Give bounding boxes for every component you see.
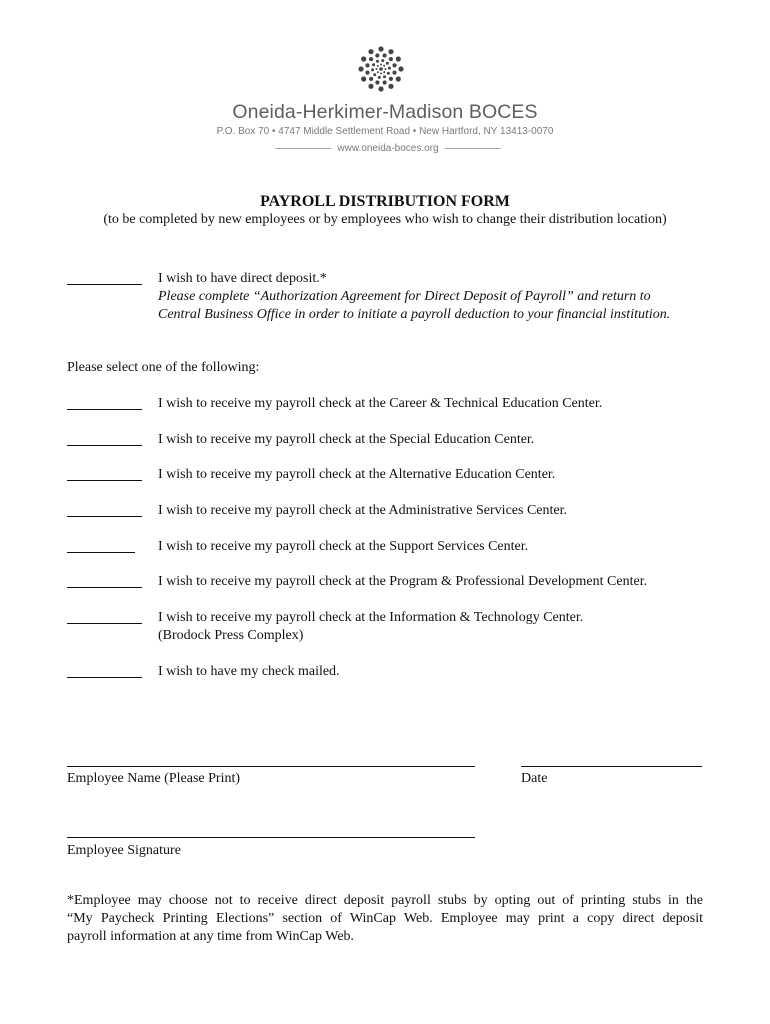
logo-dot — [392, 63, 396, 67]
direct-deposit-footnote — [67, 892, 703, 946]
option-blank[interactable] — [67, 480, 142, 481]
logo-dot — [358, 66, 363, 71]
logo-dot — [380, 73, 382, 75]
logo-dot — [392, 71, 396, 75]
logo-dot — [375, 80, 379, 84]
form-title: PAYROLL DISTRIBUTION FORM — [260, 193, 510, 210]
logo-dot — [377, 65, 379, 67]
option-blank[interactable] — [67, 677, 142, 678]
logo-dot — [388, 49, 393, 54]
logo-dot — [380, 64, 382, 66]
logo-dot — [373, 73, 376, 76]
logo-dot — [361, 76, 366, 81]
boces-logo-icon — [358, 42, 404, 98]
employee-signature-line[interactable] — [67, 837, 475, 838]
footnote-line: “My Paycheck Printing Elections” section of WinCap Web. Employee may print a copy direct deposit — [67, 911, 703, 926]
logo-dot — [375, 53, 379, 57]
option-blank[interactable] — [67, 445, 142, 446]
logo-dot — [385, 68, 387, 70]
logo-dot — [378, 76, 381, 79]
logo-dot — [376, 60, 379, 63]
logo-dot — [361, 56, 366, 61]
logo-dot — [376, 68, 378, 70]
option-label: I wish to receive my payroll check at the Program & Professional Development Center. — [158, 574, 648, 589]
option-blank[interactable] — [67, 552, 135, 553]
logo-dot — [378, 46, 383, 51]
logo-dot — [383, 75, 386, 78]
logo-core-dot — [379, 67, 383, 71]
logo-dot — [369, 77, 373, 81]
logo-dot — [371, 68, 374, 71]
logo-dot — [398, 66, 403, 71]
employee-signature-label: Employee Signature — [67, 843, 181, 858]
option-sublabel: (Brodock Press Complex) — [158, 628, 304, 643]
website-rule-left — [275, 148, 331, 149]
date-line[interactable] — [521, 766, 702, 767]
logo-dot — [388, 84, 393, 89]
logo-dot — [388, 67, 391, 70]
option-blank[interactable] — [67, 623, 142, 624]
organization-website: www.oneida-boces.org — [337, 142, 439, 154]
logo-dot — [389, 77, 393, 81]
organization-name: Oneida-Herkimer-Madison BOCES — [232, 101, 538, 123]
footnote-line: *Employee may choose not to receive direct deposit payroll stubs by opting out of printing stubs in the — [67, 893, 703, 908]
organization-website-row — [275, 141, 501, 155]
direct-deposit-label: I wish to have direct deposit.* — [158, 271, 327, 286]
employee-name-label: Employee Name (Please Print) — [67, 771, 241, 786]
logo-dot — [396, 76, 401, 81]
logo-dot — [378, 86, 383, 91]
option-blank[interactable] — [67, 587, 142, 588]
logo-dot — [365, 71, 369, 75]
date-label: Date — [521, 771, 548, 786]
logo-dot — [387, 72, 390, 75]
option-label: I wish to receive my payroll check at the Special Education Center. — [158, 432, 535, 447]
form-subtitle: (to be completed by new employees or by employees who wish to change their distribution location) — [103, 212, 667, 227]
option-blank[interactable] — [67, 516, 142, 517]
logo-dot — [368, 84, 373, 89]
select-prompt: Please select one of the following: — [67, 360, 260, 375]
logo-dot — [389, 57, 393, 61]
logo-dot — [365, 63, 369, 67]
logo-dot — [381, 59, 384, 62]
direct-deposit-note-1: Please complete “Authorization Agreement for Direct Deposit of Payroll” and return to — [158, 289, 651, 304]
option-label: I wish to receive my payroll check at the Support Services Center. — [158, 539, 529, 554]
logo-dot — [369, 57, 373, 61]
logo-dot — [386, 62, 389, 65]
organization-address: P.O. Box 70 • 4747 Middle Settlement Road • New Hartford, NY 13413-0070 — [216, 126, 554, 137]
option-blank[interactable] — [67, 409, 142, 410]
logo-dot — [372, 63, 375, 66]
option-label: I wish to receive my payroll check at the Career & Technical Education Center. — [158, 396, 603, 411]
option-label: I wish to have my check mailed. — [158, 664, 340, 679]
footnote-line: payroll information at any time from WinCap Web. — [67, 929, 355, 944]
website-rule-right — [445, 148, 501, 149]
logo-dot — [377, 71, 379, 73]
logo-dot — [396, 56, 401, 61]
option-label: I wish to receive my payroll check at the Administrative Services Center. — [158, 503, 567, 518]
direct-deposit-blank[interactable] — [67, 284, 142, 285]
logo-dot — [383, 71, 385, 73]
logo-dot — [368, 49, 373, 54]
logo-dot — [383, 65, 385, 67]
option-label: I wish to receive my payroll check at the Information & Technology Center. — [158, 610, 584, 625]
logo-dot — [383, 53, 387, 57]
logo-dot — [383, 80, 387, 84]
employee-name-line[interactable] — [67, 766, 475, 767]
direct-deposit-note-2: Central Business Office in order to initiate a payroll deduction to your financial institution. — [158, 307, 671, 322]
option-label: I wish to receive my payroll check at the Alternative Education Center. — [158, 467, 556, 482]
